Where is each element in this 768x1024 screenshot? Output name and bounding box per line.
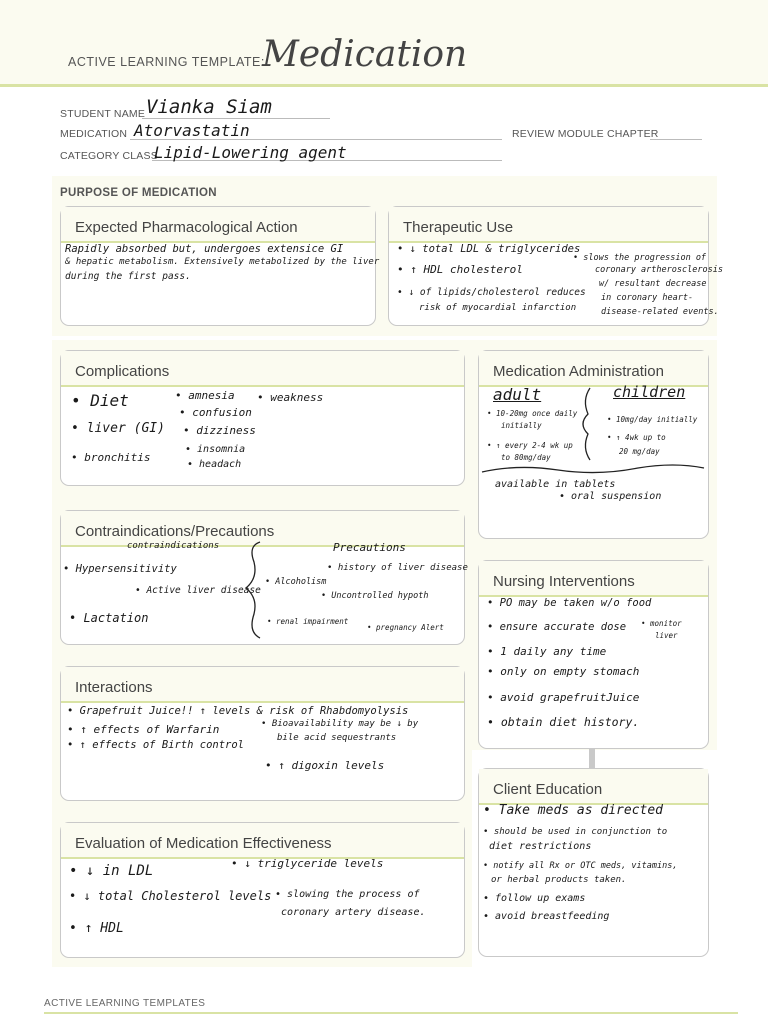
complication-item: • headach bbox=[187, 459, 242, 470]
available-line: available in tablets bbox=[495, 479, 616, 490]
evaluation-box bbox=[60, 822, 465, 958]
nursing-item: • ensure accurate dose bbox=[487, 621, 627, 633]
contraindications-title: Contraindications/Precautions bbox=[75, 523, 275, 540]
wave-divider bbox=[482, 465, 704, 473]
education-item: • notify all Rx or OTC meds, vitamins, bbox=[483, 861, 678, 871]
pharm-action-box bbox=[60, 206, 380, 326]
nursing-item: • obtain diet history. bbox=[487, 715, 640, 729]
therapeutic-right-line: • slows the progression of bbox=[573, 253, 707, 263]
contra-item: • Active liver disease bbox=[135, 585, 261, 596]
category-class-value[interactable]: Lipid-Lowering agent bbox=[154, 143, 347, 162]
contra-brace bbox=[240, 538, 270, 642]
header-band bbox=[0, 0, 768, 87]
adult-dose-line: to 80mg/day bbox=[501, 453, 551, 462]
education-item: diet restrictions bbox=[489, 841, 592, 852]
therapeutic-right-line: disease-related events. bbox=[601, 307, 719, 317]
contra-item: • Lactation bbox=[69, 611, 149, 625]
administration-title: Medication Administration bbox=[493, 363, 664, 380]
evaluation-item: • ↓ triglyceride levels bbox=[231, 857, 384, 870]
evaluation-item: • ↑ HDL bbox=[69, 921, 124, 936]
adult-heading: adult bbox=[493, 385, 542, 404]
precaution-item: • renal impairment bbox=[267, 617, 349, 626]
education-item: • should be used in conjunction to bbox=[483, 827, 668, 837]
pharm-line: Rapidly absorbed but, undergoes extensice GI bbox=[65, 243, 344, 255]
client-education-title: Client Education bbox=[493, 781, 603, 798]
therapeutic-right-line: w/ resultant decrease bbox=[599, 279, 707, 289]
adult-dose-line: • ↑ every 2-4 wk up bbox=[487, 441, 573, 450]
footer-label: ACTIVE LEARNING TEMPLATES bbox=[44, 998, 206, 1009]
children-dose-line: • ↑ 4wk up to bbox=[607, 433, 666, 442]
evaluation-item: • ↓ total Cholesterol levels bbox=[69, 889, 272, 903]
therapeutic-left-line: • ↓ total LDL & triglycerides bbox=[397, 243, 581, 255]
interaction-item: bile acid sequestrants bbox=[277, 733, 397, 743]
purpose-label: PURPOSE OF MEDICATION bbox=[60, 187, 217, 199]
complications-box bbox=[60, 350, 465, 486]
nursing-item: • 1 daily any time bbox=[487, 645, 607, 658]
children-dose-line: 20 mg/day bbox=[619, 447, 660, 456]
evaluation-item: • ↓ in LDL bbox=[69, 863, 154, 879]
template-label: ACTIVE LEARNING TEMPLATE: bbox=[68, 55, 265, 69]
evaluation-item: • slowing the process of bbox=[275, 889, 420, 900]
nursing-item: • PO may be taken w/o food bbox=[487, 597, 652, 609]
contra-item: • Hypersensitivity bbox=[63, 563, 177, 575]
precautions-heading: Precautions bbox=[333, 541, 406, 554]
student-name-label: STUDENT NAME bbox=[60, 108, 146, 120]
nursing-title: Nursing Interventions bbox=[493, 573, 635, 590]
brace-divider bbox=[583, 388, 590, 460]
medication-label: MEDICATION bbox=[60, 128, 128, 140]
complication-item: • bronchitis bbox=[71, 451, 151, 464]
review-module-label: REVIEW MODULE CHAPTER bbox=[512, 128, 659, 140]
connector-bar bbox=[589, 748, 595, 768]
nursing-item: • avoid grapefruitJuice bbox=[487, 691, 640, 704]
review-module-line[interactable] bbox=[650, 139, 702, 140]
therapeutic-left-line: • ↑ HDL cholesterol bbox=[397, 263, 523, 276]
complication-item: • dizziness bbox=[183, 424, 256, 437]
interactions-box bbox=[60, 666, 465, 801]
precaution-item: • Alcoholism bbox=[265, 577, 327, 587]
student-name-value[interactable]: Vianka Siam bbox=[146, 96, 272, 118]
interaction-item: • ↑ effects of Warfarin bbox=[67, 723, 220, 736]
pharm-line: & hepatic metabolism. Extensively metabolized by the liver bbox=[65, 257, 380, 267]
medication-value[interactable]: Atorvastatin bbox=[134, 121, 250, 140]
nursing-box bbox=[478, 560, 709, 749]
children-heading: children bbox=[613, 383, 686, 401]
interaction-item: • Bioavailability may be ↓ by bbox=[261, 719, 419, 729]
complication-item: • insomnia bbox=[185, 444, 246, 455]
therapeutic-use-title: Therapeutic Use bbox=[403, 219, 514, 236]
page-title: Medication bbox=[262, 34, 468, 75]
education-item: or herbal products taken. bbox=[491, 875, 627, 885]
education-item: • follow up exams bbox=[483, 893, 586, 904]
therapeutic-right-line: in coronary heart- bbox=[601, 293, 694, 303]
contraindications-heading: contraindications bbox=[127, 541, 220, 551]
interaction-item: • ↑ digoxin levels bbox=[265, 759, 385, 772]
available-line: • oral suspension bbox=[559, 491, 662, 502]
interactions-title: Interactions bbox=[75, 679, 153, 696]
nursing-side-note: liver bbox=[655, 631, 678, 640]
administration-dividers bbox=[478, 380, 707, 480]
precaution-item: • pregnancy Alert bbox=[367, 623, 444, 632]
interaction-item: • Grapefruit Juice!! ↑ levels & risk of Rhabdomyolysis bbox=[67, 705, 409, 717]
adult-dose-line: • 10-20mg once daily bbox=[487, 409, 578, 418]
therapeutic-use-box bbox=[388, 206, 723, 326]
interaction-item: • ↑ effects of Birth control bbox=[67, 739, 245, 751]
client-education-box bbox=[478, 768, 709, 957]
evaluation-item: coronary artery disease. bbox=[281, 907, 426, 918]
pharm-action-title: Expected Pharmacological Action bbox=[75, 219, 298, 236]
student-name-line bbox=[142, 118, 330, 119]
children-dose-line: • 10mg/day initially bbox=[607, 415, 698, 424]
adult-dose-line: initially bbox=[501, 421, 542, 430]
complication-item: • Diet bbox=[71, 391, 129, 410]
complication-item: • confusion bbox=[179, 406, 252, 419]
precaution-item: • history of liver disease bbox=[327, 563, 468, 573]
complication-item: • liver (GI) bbox=[71, 421, 165, 436]
education-item: • avoid breastfeeding bbox=[483, 911, 610, 922]
therapeutic-left-line: • ↓ of lipids/cholesterol reduces bbox=[397, 287, 586, 298]
nursing-side-note: • monitor bbox=[641, 619, 682, 628]
complication-item: • weakness bbox=[257, 391, 324, 404]
therapeutic-left-line: risk of myocardial infarction bbox=[419, 303, 577, 313]
precaution-item: • Uncontrolled hypoth bbox=[321, 591, 429, 601]
complications-title: Complications bbox=[75, 363, 170, 380]
education-item: • Take meds as directed bbox=[483, 803, 664, 818]
complication-item: • amnesia bbox=[175, 389, 235, 402]
evaluation-title: Evaluation of Medication Effectiveness bbox=[75, 835, 332, 852]
category-class-label: CATEGORY CLASS bbox=[60, 150, 158, 162]
therapeutic-right-line: coronary artherosclerosis bbox=[595, 265, 723, 275]
nursing-item: • only on empty stomach bbox=[487, 665, 640, 678]
footer-rule bbox=[44, 1012, 738, 1014]
pharm-line: during the first pass. bbox=[65, 271, 191, 282]
brace-divider bbox=[246, 542, 260, 638]
